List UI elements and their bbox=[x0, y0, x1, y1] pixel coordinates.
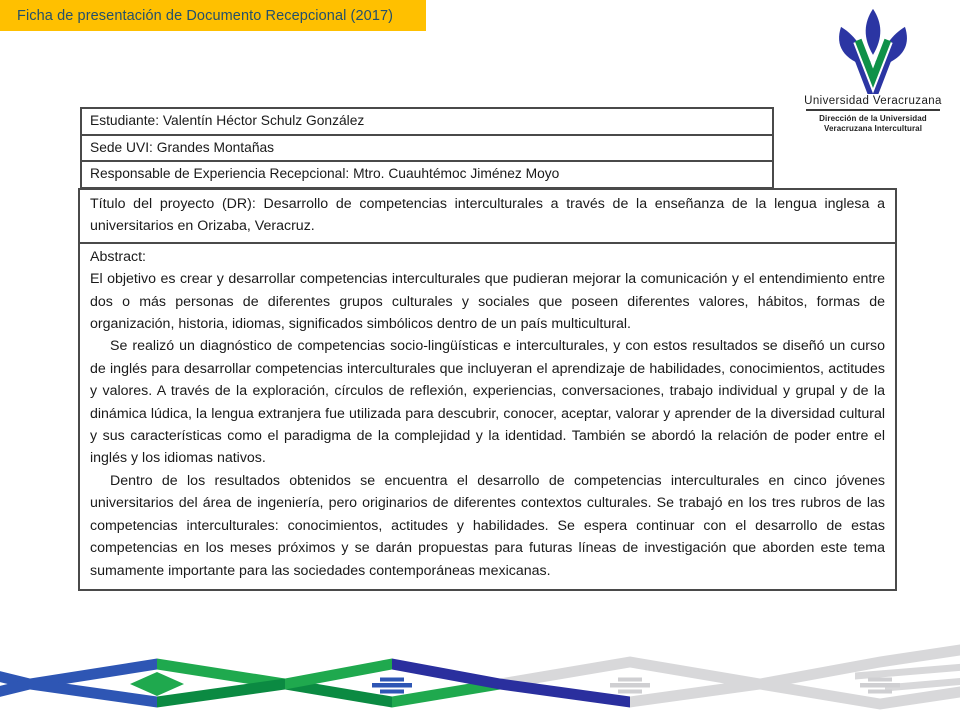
abstract-paragraph-3: Dentro de los resultados obtenidos se encuentra el desarrollo de competencias interculturales en cinco jóvenes universitarios del área de ingeniería, pero originarios de diferentes contextos culturales. Se trabajó en los tres rubros de las competencias interculturales: conocimientos, actitudes y habilidades. Se espera continuar con el desarrollo de estas competencias en los meses próximos y se darán propuestas para futuras líneas de investigación que aborden este tema sumamente importante para las sociedades contemporáneas mexicanas. bbox=[90, 472, 885, 579]
logo-divider bbox=[806, 109, 940, 111]
info-row-estudiante: Estudiante: Valentín Héctor Schulz González bbox=[90, 113, 365, 128]
project-box bbox=[78, 188, 897, 591]
project-title-text: Desarrollo de competencias interculturales a través de la enseñanza de la lengua inglesa a universitarios en Orizaba, Veracruz. bbox=[90, 196, 886, 235]
logo-dept-name: Dirección de la Universidad Veracruzana Intercultural bbox=[819, 114, 927, 134]
info-row-responsable: Responsable de Experiencia Recepcional: Mtro. Cuauhtémoc Jiménez Moyo bbox=[82, 160, 772, 187]
slide-title: Ficha de presentación de Documento Recepcional (2017) bbox=[17, 7, 394, 24]
abstract-section bbox=[80, 244, 895, 589]
project-title bbox=[80, 190, 895, 244]
abstract-paragraph-1: El objetivo es crear y desarrollar competencias interculturales que pudieran mejorar la comunicación y el entendimiento entre dos o más personas de diferentes grupos culturales y sociales que poseen diferentes valores, hábitos, formas de organización, historia, idiomas, significados simbólicos dentro de un país multicultural. bbox=[90, 271, 885, 333]
footer-ribbon-decoration bbox=[0, 636, 960, 716]
abstract-label: Abstract: bbox=[90, 248, 146, 265]
logo-org-name: Universidad Veracruzana bbox=[804, 95, 942, 107]
uv-fleur-de-lis-icon bbox=[834, 8, 912, 94]
student-info-table bbox=[80, 107, 774, 189]
slide-title-banner bbox=[0, 0, 426, 31]
abstract-paragraph-2: Se realizó un diagnóstico de competencias socio-lingüísticas e interculturales, y con estos resultados se diseñó un curso de inglés para desarrollar competencias interculturales que incluyeran el aprendizaje de habilidades, conocimientos, actitudes y valores. A través de la exploración, círculos de reflexión, experiencias, conversaciones, trabajo individual y grupal y de la dinámica lúdica, la lengua extranjera fue utilizada para descubrir, conocer, aceptar, valorar y aprender de la diversidad cultural y sus características como el paradigma de la complejidad y la identidad. También se abordó la relación de poder entre el inglés y los idiomas nativos. bbox=[90, 338, 885, 467]
info-row-sede-uvi: Sede UVI: Grandes Montañas bbox=[82, 134, 772, 161]
project-title-label: Título del proyecto (DR): bbox=[90, 196, 264, 212]
uv-logo-block bbox=[800, 8, 946, 135]
